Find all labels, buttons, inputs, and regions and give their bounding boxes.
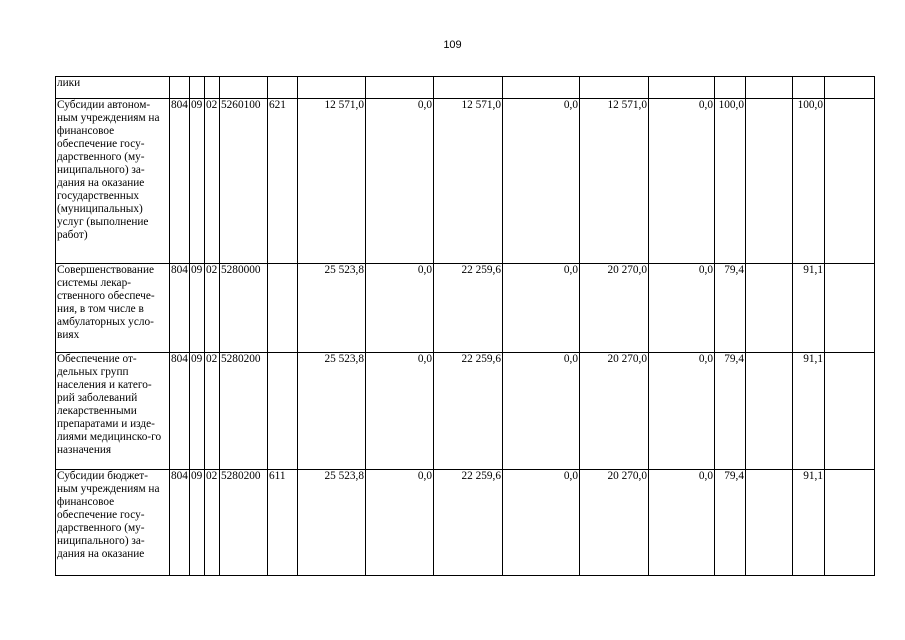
ministry-code: 804 [170, 470, 190, 576]
value-cell: 0,0 [503, 353, 580, 470]
section-code: 09 [190, 353, 205, 470]
value-cell [793, 77, 825, 99]
value-cell [746, 264, 793, 353]
value-cell: 25 523,8 [298, 353, 366, 470]
value-cell: 0,0 [366, 353, 434, 470]
value-cell [825, 77, 875, 99]
value-cell: 79,4 [715, 264, 746, 353]
value-cell: 0,0 [649, 353, 715, 470]
value-cell [434, 77, 503, 99]
table-row [56, 77, 875, 99]
value-cell: 100,0 [793, 99, 825, 264]
value-cell: 0,0 [649, 99, 715, 264]
value-cell: 20 270,0 [580, 470, 649, 576]
ministry-code: 804 [170, 353, 190, 470]
row-name: Субсидии бюджет-ным учреждениям на финансовое обеспечение госу-дарственного (му-ниципального) за-дания на оказание [56, 470, 170, 576]
value-cell [825, 99, 875, 264]
value-cell: 12 571,0 [580, 99, 649, 264]
value-cell [580, 77, 649, 99]
value-cell: 0,0 [503, 99, 580, 264]
value-cell [746, 353, 793, 470]
target-code: 5280200 [220, 353, 268, 470]
page-number: 109 [443, 39, 462, 51]
target-code [220, 77, 268, 99]
value-cell [825, 264, 875, 353]
value-cell: 25 523,8 [298, 264, 366, 353]
value-cell: 0,0 [503, 470, 580, 576]
subsection-code: 02 [205, 99, 220, 264]
value-cell: 0,0 [649, 264, 715, 353]
value-cell: 79,4 [715, 353, 746, 470]
ministry-code: 804 [170, 264, 190, 353]
ministry-code [170, 77, 190, 99]
value-cell [298, 77, 366, 99]
expense-type-code: 611 [268, 470, 298, 576]
value-cell: 22 259,6 [434, 470, 503, 576]
value-cell [746, 99, 793, 264]
row-name: Обеспечение от-дельных групп населения и катего-рий заболеваний лекарственными препаратами и изде-лиями медицинско-го назначения [56, 353, 170, 470]
value-cell: 20 270,0 [580, 353, 649, 470]
value-cell: 12 571,0 [434, 99, 503, 264]
expense-type-code [268, 264, 298, 353]
table-row [56, 353, 875, 470]
subsection-code: 02 [205, 264, 220, 353]
target-code: 5280200 [220, 470, 268, 576]
target-code: 5280000 [220, 264, 268, 353]
value-cell: 100,0 [715, 99, 746, 264]
value-cell [746, 470, 793, 576]
value-cell: 0,0 [366, 470, 434, 576]
value-cell [825, 470, 875, 576]
row-name: лики [56, 77, 170, 99]
value-cell: 22 259,6 [434, 264, 503, 353]
value-cell: 22 259,6 [434, 353, 503, 470]
value-cell: 20 270,0 [580, 264, 649, 353]
section-code: 09 [190, 264, 205, 353]
subsection-code: 02 [205, 470, 220, 576]
value-cell: 0,0 [366, 264, 434, 353]
value-cell: 25 523,8 [298, 470, 366, 576]
budget-table [55, 76, 875, 576]
value-cell [503, 77, 580, 99]
value-cell: 0,0 [503, 264, 580, 353]
value-cell: 79,4 [715, 470, 746, 576]
section-code [190, 77, 205, 99]
expense-type-code [268, 353, 298, 470]
expense-type-code: 621 [268, 99, 298, 264]
section-code: 09 [190, 470, 205, 576]
value-cell [746, 77, 793, 99]
value-cell: 91,1 [793, 264, 825, 353]
subsection-code [205, 77, 220, 99]
value-cell: 91,1 [793, 353, 825, 470]
target-code: 5260100 [220, 99, 268, 264]
expense-type-code [268, 77, 298, 99]
value-cell [825, 353, 875, 470]
table-row [56, 470, 875, 576]
value-cell: 0,0 [366, 99, 434, 264]
row-name: Субсидии автоном-ным учреждениям на финансовое обеспечение госу-дарственного (му-ниципального) за-дания на оказание государственных (муниципальных) услуг (выполнение работ) [56, 99, 170, 264]
row-name: Совершенствование системы лекар-ственного обеспече-ния, в том числе в амбулаторных усло-виях [56, 264, 170, 353]
value-cell [366, 77, 434, 99]
value-cell [649, 77, 715, 99]
value-cell: 0,0 [649, 470, 715, 576]
table-row [56, 264, 875, 353]
section-code: 09 [190, 99, 205, 264]
subsection-code: 02 [205, 353, 220, 470]
ministry-code: 804 [170, 99, 190, 264]
value-cell: 91,1 [793, 470, 825, 576]
value-cell: 12 571,0 [298, 99, 366, 264]
value-cell [715, 77, 746, 99]
table-row [56, 99, 875, 264]
